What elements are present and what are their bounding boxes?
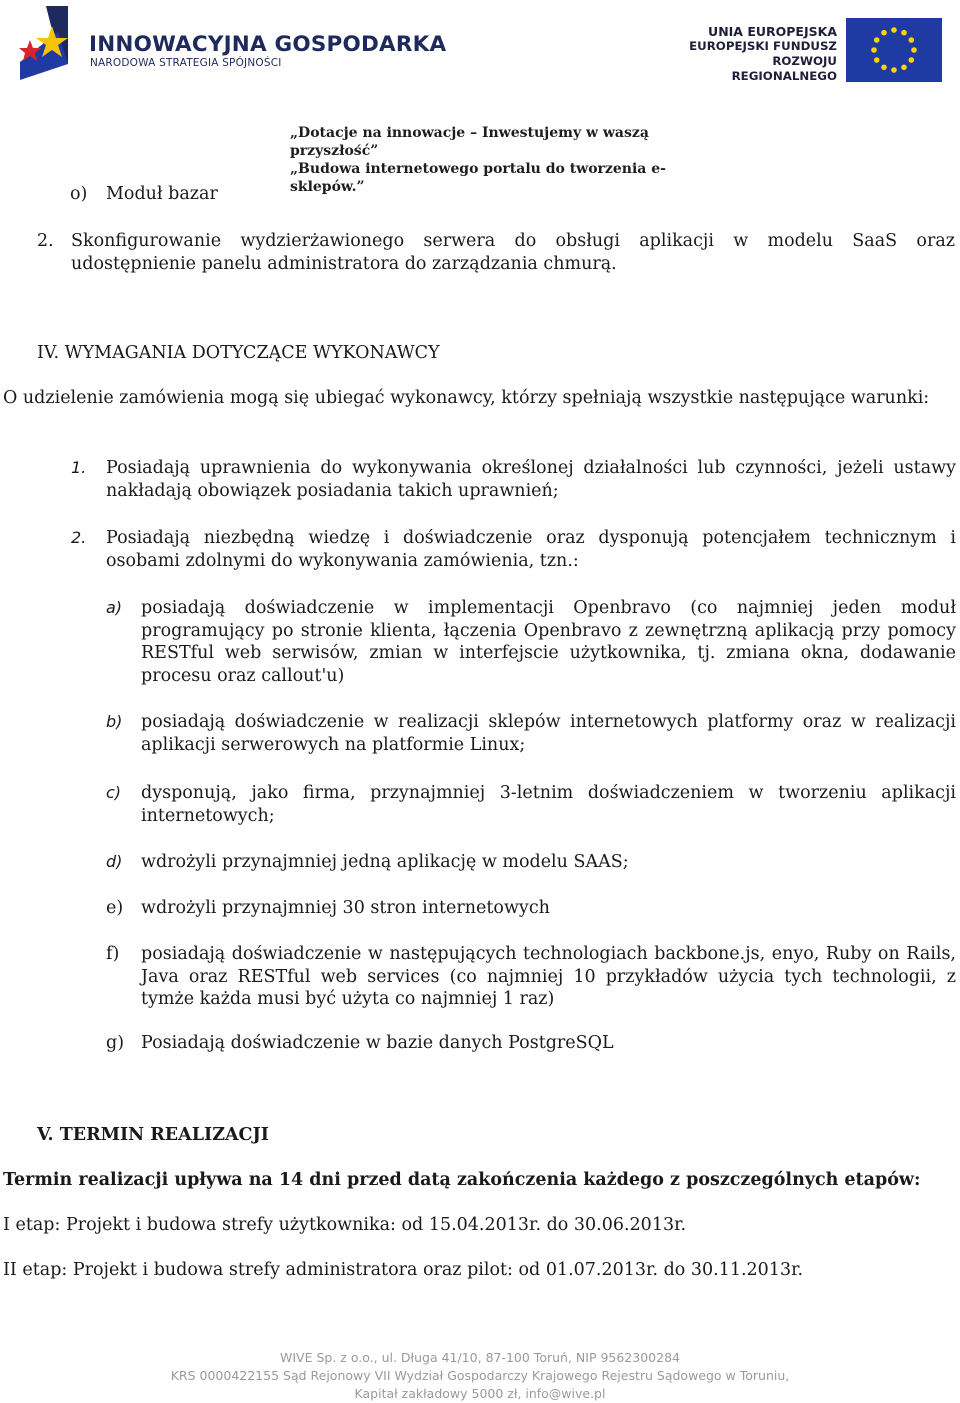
unia-europejska-logo — [677, 18, 942, 84]
req-2-marker: 2. — [71, 528, 87, 547]
section-v-heading: V. TERMIN REALIZACJI — [37, 1125, 269, 1145]
footer-line-2: KRS 0000422155 Sąd Rejonowy VII Wydział Gospodarczy Krajowego Rejestru Sądowego w Toruniu, — [170, 1368, 790, 1383]
eu-flag-icon — [846, 18, 942, 82]
subreq-f-text: posiadają doświadczenie w następujących technologiach backbone.js, enyo, Ruby on Rails, Java oraz RESTful web services (co najmniej 10 przykładów użycia tych technologii, z tymże każda musi być użyta co najmniej 1 raz) — [141, 944, 956, 1009]
subreq-d-text: wdrożyli przynajmniej jedną aplikację w modelu SAAS; — [141, 852, 629, 872]
company-footer — [100, 1349, 860, 1403]
section-iv-intro: O udzielenie zamówienia mogą się ubiegać wykonawcy, którzy spełniają wszystkie następujące warunki: — [3, 388, 930, 408]
subreq-e-marker: e) — [106, 898, 124, 918]
footer-line-3: Kapitał zakładowy 5000 zł, info@wive.pl — [354, 1386, 606, 1401]
section-iv-heading: IV. WYMAGANIA DOTYCZĄCE WYKONAWCY — [37, 343, 440, 363]
subreq-b-marker: b) — [106, 712, 123, 731]
innowacyjna-gospodarka-subtitle: NARODOWA STRATEGIA SPÓJNOŚCI — [90, 57, 282, 69]
req-1-text: Posiadają uprawnienia do wykonywania określonej działalności lub czynności, jeżeli ustawy nakładają obowiązek posiadania takich uprawnień; — [106, 458, 956, 501]
subreq-c-marker: c) — [106, 783, 122, 802]
subreq-f-marker: f) — [106, 944, 120, 964]
footer-line-1: WIVE Sp. z o.o., ul. Długa 41/10, 87-100 Toruń, NIP 9562300284 — [280, 1350, 680, 1365]
req-1-marker: 1. — [71, 458, 87, 477]
section-v-lead: Termin realizacji upływa na 14 dni przed datą zakończenia każdego z poszczególnych etapów: — [3, 1170, 921, 1190]
stage-2-text: II etap: Projekt i budowa strefy administratora oraz pilot: od 01.07.2013r. do 30.11.2013r. — [3, 1260, 804, 1280]
ue-line-1: UNIA EUROPEJSKA — [708, 24, 837, 39]
item-o-text: Moduł bazar — [106, 184, 218, 204]
project-title — [290, 124, 710, 196]
innowacyjna-gospodarka-emblem-icon — [18, 4, 88, 82]
stage-1-text: I etap: Projekt i budowa strefy użytkownika: od 15.04.2013r. do 30.06.2013r. — [3, 1215, 687, 1235]
req-2-text: Posiadają niezbędną wiedzę i doświadczenie oraz dysponują potencjałem technicznym i osobami zdolnymi do wykonywania zamówienia, tzn.: — [106, 528, 956, 571]
item-2-text: Skonfigurowanie wydzierżawionego serwera do obsługi aplikacji w modelu SaaS oraz udostępnienie panelu administratora do zarządzania chmurą. — [71, 231, 955, 274]
subreq-e-text: wdrożyli przynajmniej 30 stron internetowych — [141, 898, 550, 918]
subreq-g-marker: g) — [106, 1033, 125, 1053]
project-line-2: „Budowa internetowego portalu do tworzenia e-sklepów.” — [290, 161, 666, 195]
ue-line-2: EUROPEJSKI FUNDUSZ — [689, 39, 837, 53]
innowacyjna-gospodarka-title: INNOWACYJNA GOSPODARKA — [89, 32, 447, 57]
innowacyjna-gospodarka-logo — [18, 4, 447, 82]
item-o-marker: o) — [70, 184, 88, 204]
subreq-a-marker: a) — [106, 598, 123, 617]
project-line-1: „Dotacje na innowacje – Inwestujemy w waszą przyszłość” — [290, 125, 649, 159]
subreq-a-text: posiadają doświadczenie w implementacji Openbravo (co najmniej jeden moduł programujący po stronie klienta, łączenia Openbravo z zewnętrzną aplikacją przy pomocy RESTful web serwisów, zmian w interfejscie użytkownika, tj. zmiana okna, dodawanie procesu oraz callout'u) — [141, 598, 956, 686]
subreq-d-marker: d) — [106, 852, 123, 871]
item-2-marker: 2. — [37, 231, 54, 251]
subreq-c-text: dysponują, jako firma, przynajmniej 3-letnim doświadczeniem w tworzeniu aplikacji internetowych; — [141, 783, 956, 826]
ue-line-3: ROZWOJU REGIONALNEGO — [731, 54, 837, 83]
subreq-b-text: posiadają doświadczenie w realizacji sklepów internetowych platformy oraz w realizacji aplikacji serwerowych na platformie Linux; — [141, 712, 956, 755]
subreq-g-text: Posiadają doświadczenie w bazie danych PostgreSQL — [141, 1033, 614, 1053]
